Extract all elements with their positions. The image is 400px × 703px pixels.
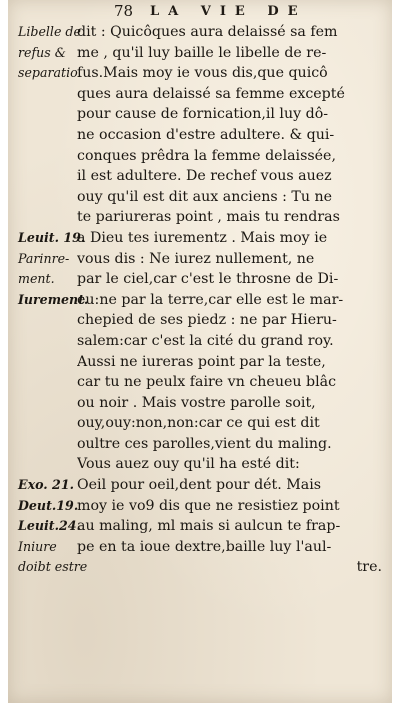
body-text — [77, 22, 382, 578]
text-line: Vous auez ouy qu'il ha esté dit: — [77, 456, 300, 473]
text-line: eu:ne par la terre,car elle est le mar- — [77, 291, 344, 308]
text-line: au maling, ml mais si aulcun te frap- — [77, 518, 341, 535]
text-line: ouy,ouy:non,non:car ce qui est dit — [77, 415, 320, 432]
text-line: dit : Quicôques aura delaissé sa fem — [77, 24, 338, 40]
text-line: Oeil pour oeil,dent pour dét. Mais — [77, 477, 322, 494]
margin-notes — [18, 22, 89, 578]
margin-note: doibt estre — [18, 559, 88, 575]
text-line: il est adultere. De rechef vous auez — [77, 168, 332, 185]
margin-note: Leuit. 19. — [18, 229, 86, 245]
page-header — [0, 2, 400, 24]
text-line: ou noir . Mais vostre parolle soit, — [77, 394, 316, 411]
text-line: car tu ne peulx faire vn cheueu blâc — [77, 374, 337, 391]
text-line: oultre ces parolles,vient du maling. — [77, 435, 332, 452]
text-line: tre. — [356, 559, 382, 576]
text-line: ques aura delaissé sa femme excepté — [77, 85, 345, 102]
text-line: Aussi ne iureras point par la teste, — [77, 353, 326, 370]
margin-note: Parinre- — [18, 250, 70, 266]
running-title: LA VIE DE — [150, 4, 307, 19]
margin-note: refus & — [18, 44, 66, 60]
text-line: salem:car c'est la cité du grand roy. — [77, 332, 334, 349]
text-line: chepied de ses piedz : ne par Hieru- — [77, 312, 337, 329]
margin-note: Deut.19. — [18, 497, 79, 513]
margin-note: Libelle de — [18, 24, 81, 39]
page-number: 78 — [114, 2, 134, 20]
text-line: conques prêdra la femme delaissée, — [77, 147, 336, 164]
text-line: ouy qu'il est dit aux anciens : Tu ne — [77, 188, 333, 205]
text-line: me , qu'il luy baille le libelle de re- — [77, 44, 327, 61]
text-line: pe en ta ioue dextre,baille luy l'aul- — [77, 538, 332, 555]
margin-note: ment. — [18, 271, 55, 287]
margin-note: Leuit.24. — [18, 518, 81, 534]
text-line: vous dis : Ne iurez nullement, ne — [77, 250, 315, 267]
text-line: ne occasion d'estre adultere. & qui- — [77, 126, 335, 143]
margin-note: Exo. 21. — [18, 477, 74, 493]
text-line: fus.Mais moy ie vous dis,que quicô — [77, 65, 328, 82]
text-line: a Dieu tes iurementz . Mais moy ie — [77, 229, 328, 246]
text-line: par le ciel,car c'est le throsne de Di- — [77, 271, 339, 288]
text-line: moy ie vo9 dis que ne resistiez point — [77, 497, 340, 514]
text-line: te pariureras point , mais tu rendras — [77, 209, 340, 226]
text-line: pour cause de fornication,il luy dô- — [77, 106, 329, 123]
margin-note: Iniure — [18, 538, 57, 554]
margin-note: separatio. — [18, 65, 82, 81]
margin-note: Iurement. — [18, 291, 89, 307]
